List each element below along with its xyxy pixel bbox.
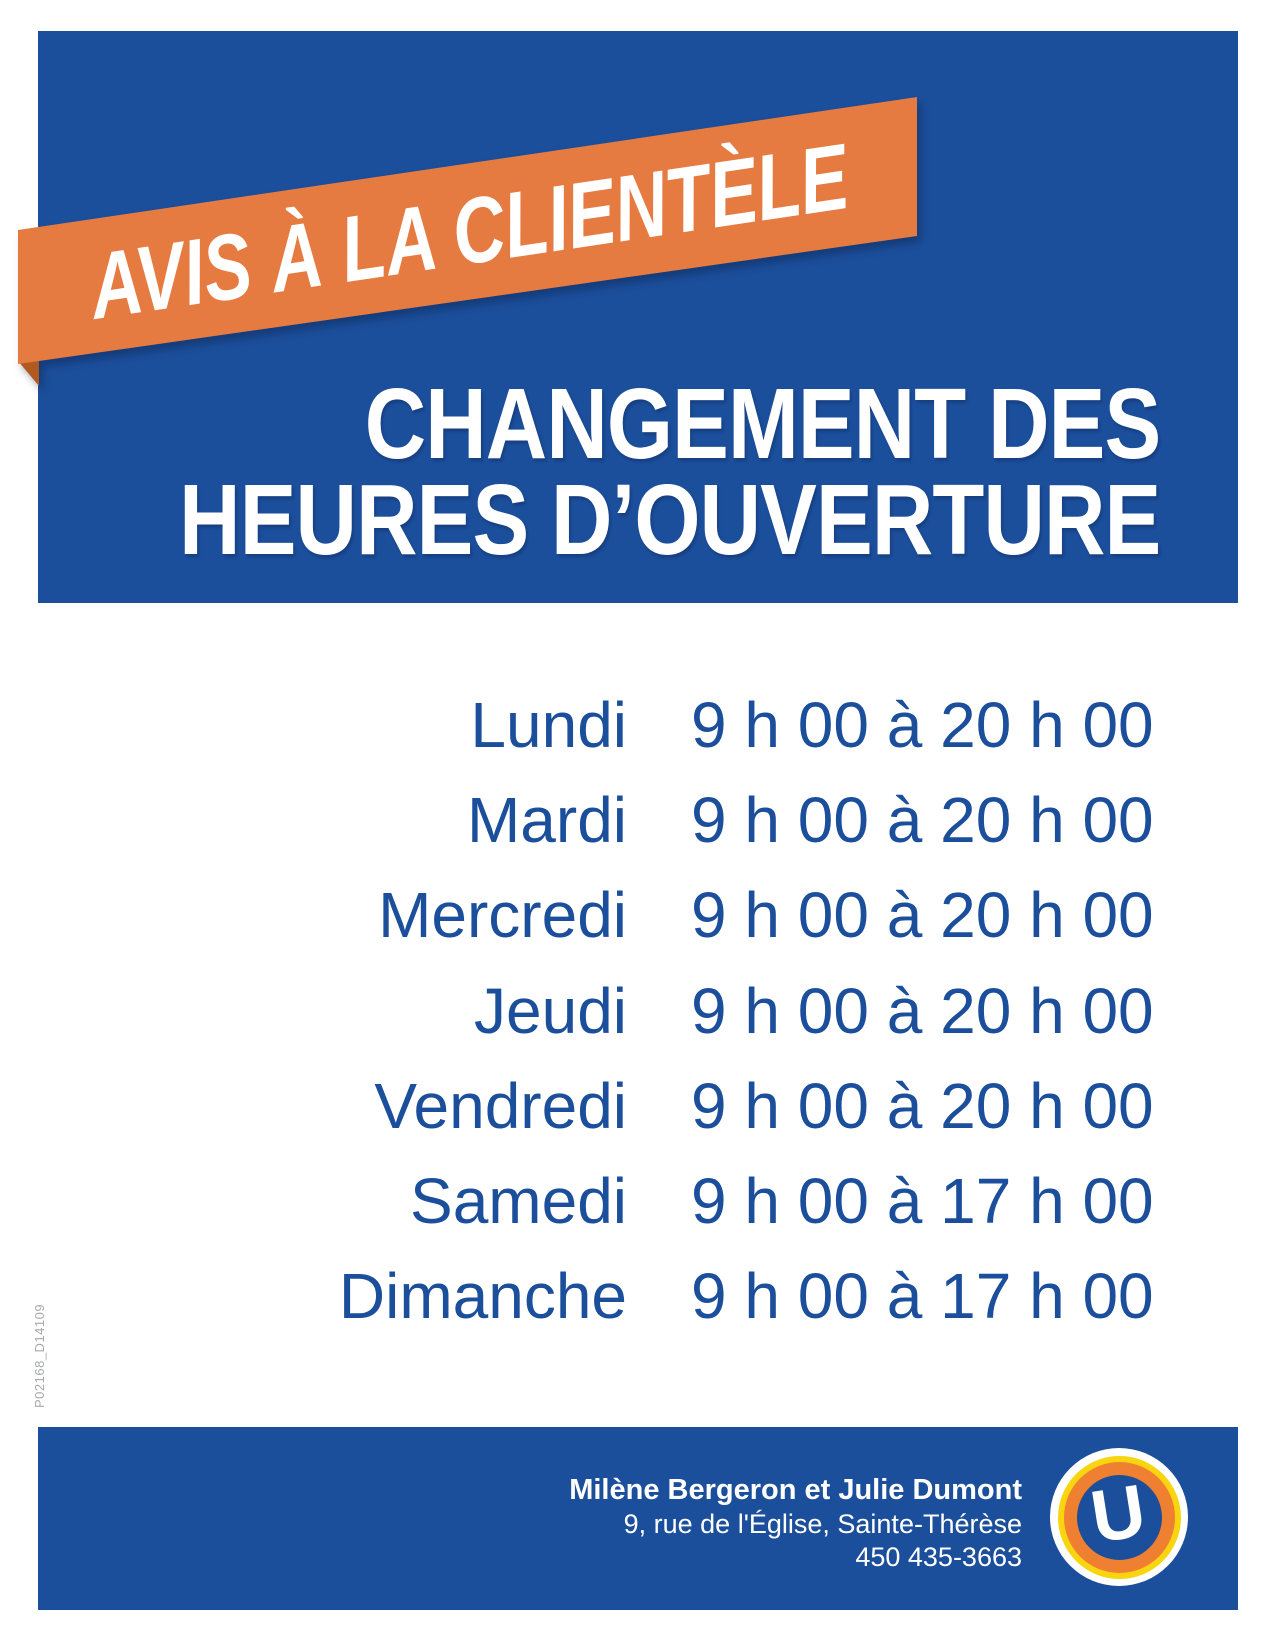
schedule-day: Lundi: [470, 688, 627, 761]
schedule-row: [35, 677, 1165, 772]
footer: [38, 1427, 1238, 1610]
logo-yellow-ring: [1058, 1456, 1181, 1579]
schedule-table: [35, 677, 1165, 1344]
schedule-row: [35, 1153, 1165, 1248]
poster-title-line1: CHANGEMENT DES: [364, 368, 1160, 480]
schedule-day: Mardi: [466, 783, 627, 856]
poster-title: [178, 368, 1160, 576]
schedule-row: [35, 1249, 1165, 1344]
schedule-hours: 9 h 00 à 20 h 00: [691, 783, 1154, 856]
schedule-row: [35, 1058, 1165, 1153]
logo-u-letter: U: [1085, 1468, 1152, 1559]
logo-center-disc: [1077, 1468, 1162, 1560]
schedule-day: Mercredi: [378, 879, 627, 952]
schedule-day: Vendredi: [374, 1069, 627, 1142]
owner-names: Milène Bergeron et Julie Dumont: [569, 1474, 1022, 1506]
poster-title-line2: HEURES D’OUVERTURE: [178, 464, 1160, 576]
schedule-hours: 9 h 00 à 20 h 00: [691, 1069, 1154, 1142]
schedule-hours: 9 h 00 à 17 h 00: [691, 1165, 1154, 1238]
store-address: 9, rue de l'Église, Sainte-Thérèse: [623, 1508, 1022, 1539]
store-logo: [1050, 1448, 1188, 1586]
schedule-hours: 9 h 00 à 20 h 00: [691, 879, 1154, 952]
banner-label: AVIS À LA CLIENTÈLE: [82, 90, 1080, 339]
store-phone: 450 435-3663: [855, 1542, 1022, 1572]
schedule-row: [35, 868, 1165, 963]
schedule-day: Jeudi: [474, 974, 627, 1047]
print-code: P02168_D14109: [32, 1303, 47, 1408]
banner-fold-triangle: [18, 358, 39, 386]
schedule-hours: 9 h 00 à 17 h 00: [691, 1260, 1154, 1333]
schedule-row: [35, 772, 1165, 867]
logo-orange-ring: [1064, 1462, 1175, 1573]
schedule-hours: 9 h 00 à 20 h 00: [691, 974, 1154, 1047]
schedule-day: Samedi: [410, 1165, 627, 1238]
schedule-hours: 9 h 00 à 20 h 00: [691, 688, 1154, 761]
footer-contact: [569, 1474, 1022, 1575]
schedule-day: Dimanche: [338, 1260, 627, 1333]
schedule-row: [35, 963, 1165, 1058]
